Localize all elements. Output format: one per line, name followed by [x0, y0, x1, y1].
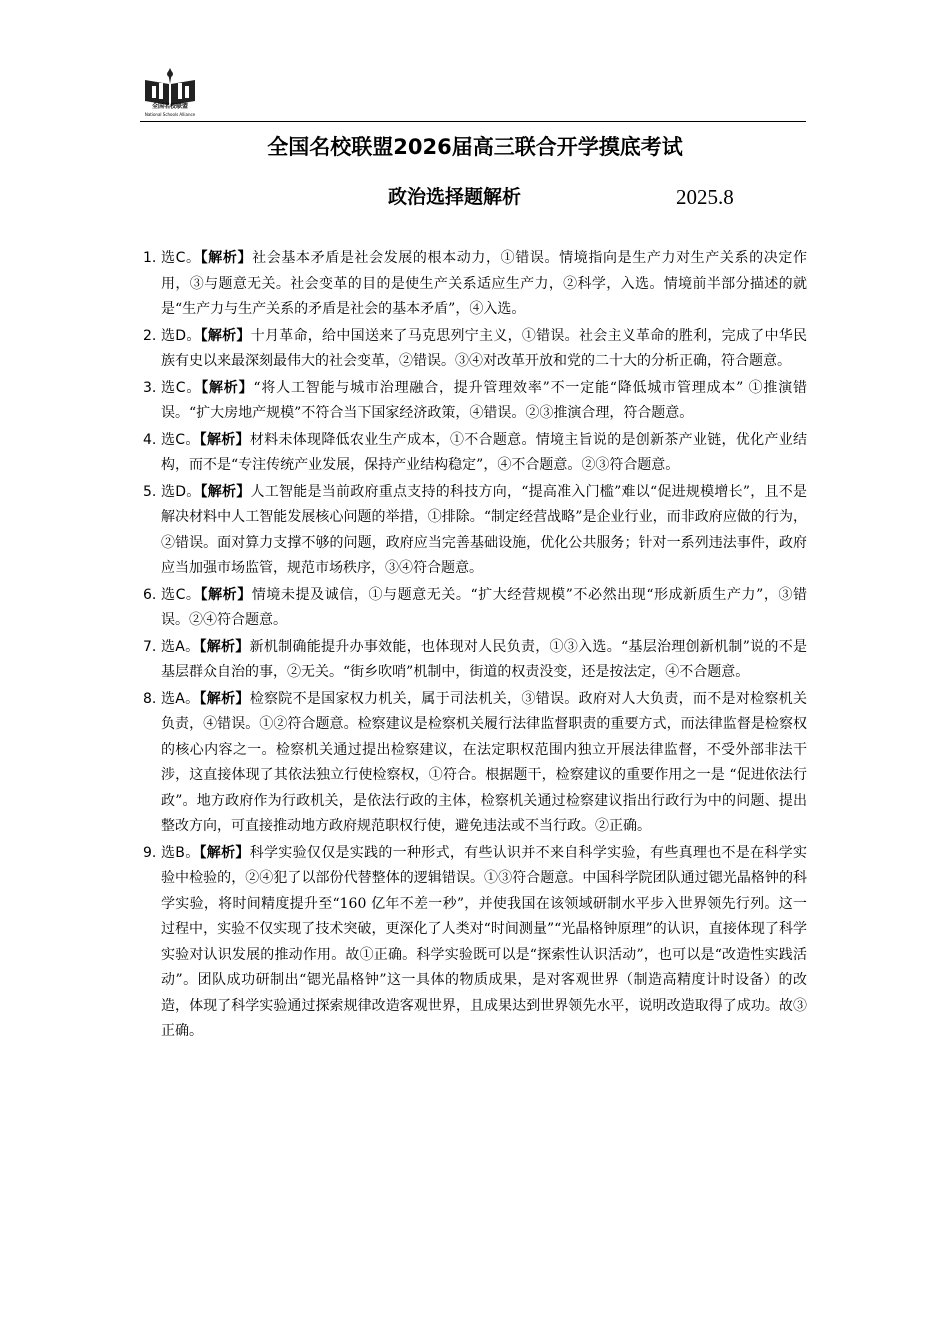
analysis-text: “将人工智能与城市治理融合，提升管理效率”不一定能“降低城市管理成本” ①推演错误。“扩大房地产规模”不符合当下国家经济政策，④错误。②③推演合理，符合题意。 [161, 379, 808, 421]
answer-item [143, 687, 807, 840]
analysis-tag: 【解析】 [200, 586, 252, 603]
analysis-text: 新机制确能提升办事效能，也体现对人民负责，①③入选。“基层治理创新机制”说的不是基层群众自治的事，②无关。“街乡吹哨”机制中，街道的权责没变，还是按法定，④不合题意。 [161, 638, 808, 680]
question-number: 4. [143, 431, 157, 448]
analysis-text: 检察院不是国家权力机关，属于司法机关，③错误。政府对人大负责，而不是对检察机关负责，④错误。①②符合题意。检察建议是检察机关履行法律监督职责的重要方式，而法律监督是检察权的核心内容之一。检察机关通过提出检察建议，在法定职权范围内独立开展法律监督，不受外部非法干涉，这直接体现了其依法独立行使检察权，①符合。根据题干，检察建议的重要作用之一是 “促进依法行政”。地方政府作为行政机关，是依法行政的主体，检察机关通过检察建议指出行政行为中的问题、提出整改方向，可直接推动地方政府规范职权行使，避免违法或不当行政。②正确。 [161, 690, 808, 834]
answer-choice: 选C。 [161, 379, 202, 396]
answer-choice: 选A。 [161, 638, 200, 655]
analysis-tag: 【解析】 [199, 638, 250, 655]
answer-item [143, 583, 807, 634]
answer-item [143, 246, 807, 323]
answer-item [143, 376, 807, 427]
analysis-text: 材料未体现降低农业生产成本，①不合题意。情境主旨说的是创新茶产业链，优化产业结构，而不是“专注传统产业发展，保持产业结构稳定”，④不合题意。②③符合题意。 [161, 431, 808, 473]
question-number: 2. [143, 327, 157, 344]
analysis-tag: 【解析】 [200, 327, 251, 344]
analysis-text: 科学实验仅仅是实践的一种形式，有些认识并不来自科学实验，有些真理也不是在科学实验中检验的，②④犯了以部份代替整体的逻辑错误。①③符合题意。中国科学院团队通过锶光晶格钟的科学实验，将时间精度提升至“160 亿年不差一秒”，并使我国在该领域研制水平步入世界领先行列。这一过程中，实验不仅实现了技术突破，更深化了人类对“时间测量”“光晶格钟原理”的认识，直接体现了科学实验对认识发展的推动作用。故①正确。科学实验既可以是“探索性认识活动”，也可以是“改造性实践活动”。团队成功研制出“锶光晶格钟”这一具体的物质成果，是对客观世界（制造高精度计时设备）的改造，体现了科学实验通过探索规律改造客观世界，且成果达到世界领先水平，说明改造取得了成功。故③正确。 [161, 844, 808, 1039]
answer-choice: 选B。 [161, 844, 200, 861]
document-title: 全国名校联盟2026届高三联合开学摸底考试 [267, 135, 683, 159]
answer-list [143, 246, 807, 1046]
answer-choice: 选A。 [161, 690, 200, 707]
answer-choice: 选C。 [161, 250, 201, 266]
question-number: 9. [143, 844, 157, 861]
question-number: 8. [143, 690, 157, 707]
header-divider [140, 121, 806, 122]
analysis-text: 十月革命，给中国送来了马克思列宁主义，①错误。社会主义革命的胜利，完成了中华民族有史以来最深刻最伟大的社会变革，②错误。③④对改革开放和党的二十大的分析正确，符合题意。 [161, 327, 808, 369]
answer-choice: 选C。 [161, 586, 201, 603]
analysis-text: 情境未提及诚信，①与题意无关。“扩大经营规模”不必然出现“形成新质生产力”，③错误。②④符合题意。 [161, 586, 807, 628]
question-number: 3. [143, 379, 157, 396]
answer-choice: 选D。 [161, 327, 201, 344]
question-number: 6. [143, 586, 157, 603]
analysis-text: 社会基本矛盾是社会发展的根本动力，①错误。情境指向是生产力对生产关系的决定作用，③与题意无关。社会变革的目的是使生产关系适应生产力，②科学，入选。情境前半部分描述的就是“生产力与生产关系的矛盾是社会的基本矛盾”，④入选。 [161, 250, 808, 317]
answer-choice: 选C。 [161, 431, 200, 448]
logo-text: 全国名校联盟 [151, 103, 188, 110]
answer-item [143, 480, 807, 582]
analysis-tag: 【解析】 [200, 483, 251, 500]
analysis-tag: 【解析】 [201, 379, 254, 396]
answer-item [143, 324, 807, 375]
analysis-tag: 【解析】 [199, 431, 250, 448]
answer-item [143, 635, 807, 686]
answer-item [143, 428, 807, 479]
answer-choice: 选D。 [161, 483, 201, 500]
analysis-tag: 【解析】 [200, 250, 253, 266]
question-number: 7. [143, 638, 157, 655]
analysis-text: 人工智能是当前政府重点支持的科技方向，“提高准入门槛”难以“促进规模增长”，且不是解决材料中人工智能发展核心问题的举措，①排除。“制定经营战略”是企业行业，而非政府应做的行为，②错误。面对算力支撑不够的问题，政府应当完善基础设施，优化公共服务；针对一系列违法事件，政府应当加强市场监管，规范市场秩序，③④符合题意。 [161, 483, 808, 576]
question-number: 5. [143, 483, 157, 500]
analysis-tag: 【解析】 [199, 690, 250, 707]
answer-item [143, 841, 807, 1045]
document-subtitle: 政治选择题解析 [388, 186, 522, 208]
logo-subtext: National Schools Alliance [144, 112, 196, 117]
analysis-tag: 【解析】 [199, 844, 250, 861]
document-date: 2025.8 [676, 185, 734, 209]
question-number: 1. [143, 250, 157, 266]
